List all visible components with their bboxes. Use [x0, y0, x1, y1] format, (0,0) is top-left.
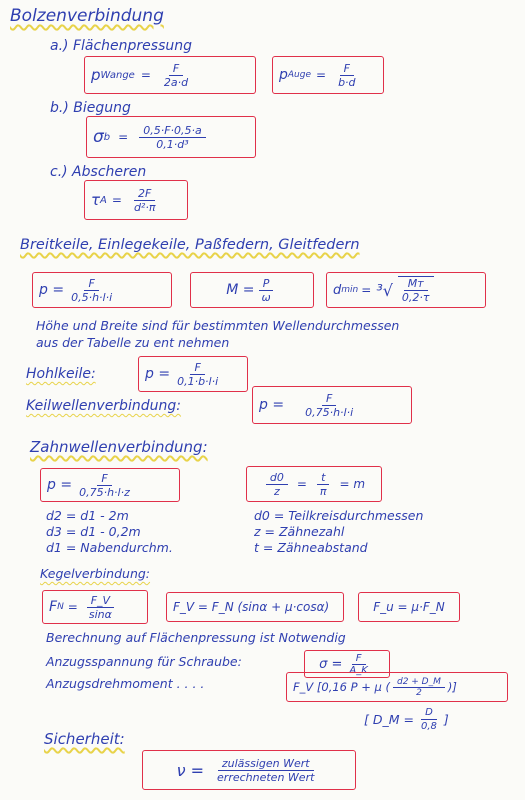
note-keile-line1: Höhe und Breite sind für bestimmten Wellendurchmessen [36, 318, 400, 333]
keilwellen-fraction [301, 392, 357, 419]
hohlkeile-fraction [173, 361, 222, 388]
zahnwellen-m-den1: z [273, 484, 280, 498]
keilwellen-num: F [322, 392, 336, 406]
keile-m-lhs: M = [226, 282, 255, 298]
keile-p-num: F [84, 277, 98, 291]
fn-den: sinα [88, 607, 112, 621]
p-wange-eq: = [140, 68, 151, 82]
zahnwellen-m-den2: π [319, 484, 327, 498]
sigma-sub: b [103, 131, 111, 143]
label-flaechenpressung: a.) Flächenpressung [50, 38, 192, 54]
sigma-lhs: σ [93, 127, 104, 147]
note-keile-line2: aus der Tabelle zu ent nehmen [36, 335, 230, 350]
formula-sicherheit [142, 750, 356, 790]
tau-num: 2F [134, 187, 155, 201]
fn-sub: N [57, 602, 64, 612]
dm-fraction [417, 706, 441, 733]
keile-m-den: ω [261, 290, 271, 304]
sicherheit-num: zulässigen Wert [218, 757, 314, 771]
p-wange-lhs: p [91, 66, 101, 84]
formula-hohlkeile [138, 356, 248, 392]
label-anzugsdrehmoment: Anzugsdrehmoment . . . . [46, 676, 205, 691]
keilwellen-lhs: p = [259, 397, 285, 413]
formula-p-auge [272, 56, 384, 94]
label-hohlkeile: Hohlkeile: [26, 366, 96, 382]
anzug-num: F [352, 653, 366, 665]
fn-fraction [85, 594, 116, 621]
def-d1: d1 = Nabendurchm. [46, 540, 173, 555]
tau-sub: A [100, 194, 107, 206]
p-wange-num: F [169, 62, 183, 76]
p-auge-lhs: p [279, 67, 288, 83]
sicherheit-lhs: ν = [176, 760, 205, 780]
formula-tau-a [84, 180, 188, 220]
section-title-sicherheit: Sicherheit: [44, 730, 125, 748]
p-auge-fraction [334, 62, 359, 89]
label-biegung: b.) Biegung [50, 100, 131, 116]
section-title-kegel: Kegelverbindung: [40, 566, 151, 581]
keile-p-den: 0,5·h·l·i [71, 290, 113, 304]
dm-den: 0,8 [420, 721, 437, 732]
moment-fraction [393, 677, 445, 698]
dmin-lhs: d [333, 282, 342, 298]
hohlkeile-num: F [190, 361, 204, 375]
zahnwellen-m-num2: t [317, 471, 329, 485]
formula-fn [42, 590, 148, 624]
p-wange-sub: Wange [100, 69, 135, 81]
label-abscheren: c.) Abscheren [50, 164, 147, 180]
anzug-den: A_K [349, 664, 368, 676]
label-anzugsspannung: Anzugsspannung für Schraube: [46, 654, 242, 669]
keile-m-fraction [258, 277, 275, 304]
formula-anzugsdrehmoment [286, 672, 508, 702]
fn-eq: = [67, 600, 78, 614]
zahnwellen-m-num1: d0 [266, 471, 288, 485]
dmin-den: 0,2·τ [401, 291, 430, 304]
moment-den: 2 [416, 687, 422, 698]
def-d2: d2 = d1 - 2m [46, 508, 129, 523]
moment-close: )] [447, 680, 457, 694]
dm-close: ] [443, 712, 449, 727]
def-t: t = Zähneabstand [254, 540, 368, 555]
dmin-num: Mт [404, 277, 428, 291]
p-auge-eq: = [316, 68, 327, 82]
dmin-sub: min [341, 285, 359, 295]
formula-fv [166, 592, 344, 622]
section-title-bolzen: Bolzenverbindung [10, 6, 164, 26]
section-title-keile: Breitkeile, Einlegekeile, Paßfedern, Gleitfedern [20, 237, 360, 253]
hohlkeile-den: 0,1·b·l·i [177, 374, 219, 388]
sigma-num: 0,5·F·0,5·a [139, 124, 206, 138]
zahnwellen-m-eq: = [296, 477, 307, 491]
section-title-zahnwellen: Zahnwellenverbindung: [30, 438, 208, 456]
moment-text: F_V [0,16 P + μ ( [293, 680, 390, 694]
dmin-fraction [398, 276, 434, 304]
zahnwellen-p-num: F [97, 472, 111, 486]
zahnwellen-p-den: 0,75·h·l·z [79, 485, 130, 499]
def-d0: d0 = Teilkreisdurchmessen [254, 508, 424, 523]
formula-zahnwellen-p [40, 468, 180, 502]
tau-eq: = [111, 193, 122, 207]
formula-keile-p [32, 272, 172, 308]
anzug-lhs: σ = [319, 656, 343, 672]
formula-keilwellen [252, 386, 412, 424]
p-auge-sub: Auge [287, 70, 312, 80]
def-z: z = Zähnezahl [254, 524, 345, 539]
fn-lhs: F [49, 599, 58, 615]
tau-den: d²·π [133, 200, 156, 214]
label-keilwellen: Keilwellenverbindung: [26, 398, 181, 414]
sicherheit-fraction [213, 757, 318, 784]
zahnwellen-m-fraction1 [266, 471, 288, 498]
zahnwellen-defs-right [254, 508, 423, 556]
formula-p-wange [84, 56, 256, 94]
keile-p-fraction [67, 277, 116, 304]
formula-sigma-b [86, 116, 256, 158]
zahnwellen-defs-left [46, 508, 173, 556]
formula-dm [364, 706, 449, 733]
dmin-eq: = [361, 283, 372, 297]
note-flaechenpressung: Berechnung auf Flächenpressung ist Notwendig [46, 630, 346, 645]
sigma-eq: = [118, 130, 129, 144]
formula-zahnwellen-m [246, 466, 382, 502]
zahnwellen-p-fraction [75, 472, 134, 499]
p-wange-den: 2a·d [163, 75, 189, 89]
keile-m-num: P [259, 277, 274, 291]
tau-fraction [130, 187, 160, 214]
fv-text: F_V = F_N (sinα + μ·cosα) [173, 600, 330, 614]
tau-lhs: τ [91, 191, 101, 209]
cube-root-icon: ³√ [376, 280, 393, 300]
formula-fu [358, 592, 460, 622]
moment-num: d2 + D_M [393, 677, 445, 688]
dm-num: D [421, 706, 437, 720]
p-auge-den: b·d [338, 75, 356, 89]
sigma-den: 0,1·d³ [156, 137, 189, 151]
sigma-fraction [139, 124, 206, 151]
zahnwellen-m-rhs: = m [339, 477, 366, 491]
sicherheit-den: errechneten Wert [217, 770, 315, 784]
fu-text: F_u = μ·F_N [373, 600, 445, 614]
keile-p-lhs: p = [39, 282, 65, 298]
def-d3: d3 = d1 - 0,2m [46, 524, 141, 539]
p-auge-num: F [340, 62, 354, 76]
hohlkeile-lhs: p = [145, 366, 171, 382]
fn-num: F_V [87, 594, 114, 608]
formula-keile-m [190, 272, 314, 308]
zahnwellen-p-lhs: p = [47, 477, 73, 493]
formula-keile-dmin [326, 272, 486, 308]
keilwellen-den: 0,75·h·l·i [305, 405, 354, 419]
dm-text: [ D_M = [364, 712, 414, 727]
p-wange-fraction [160, 62, 192, 89]
zahnwellen-m-fraction2 [316, 471, 331, 498]
